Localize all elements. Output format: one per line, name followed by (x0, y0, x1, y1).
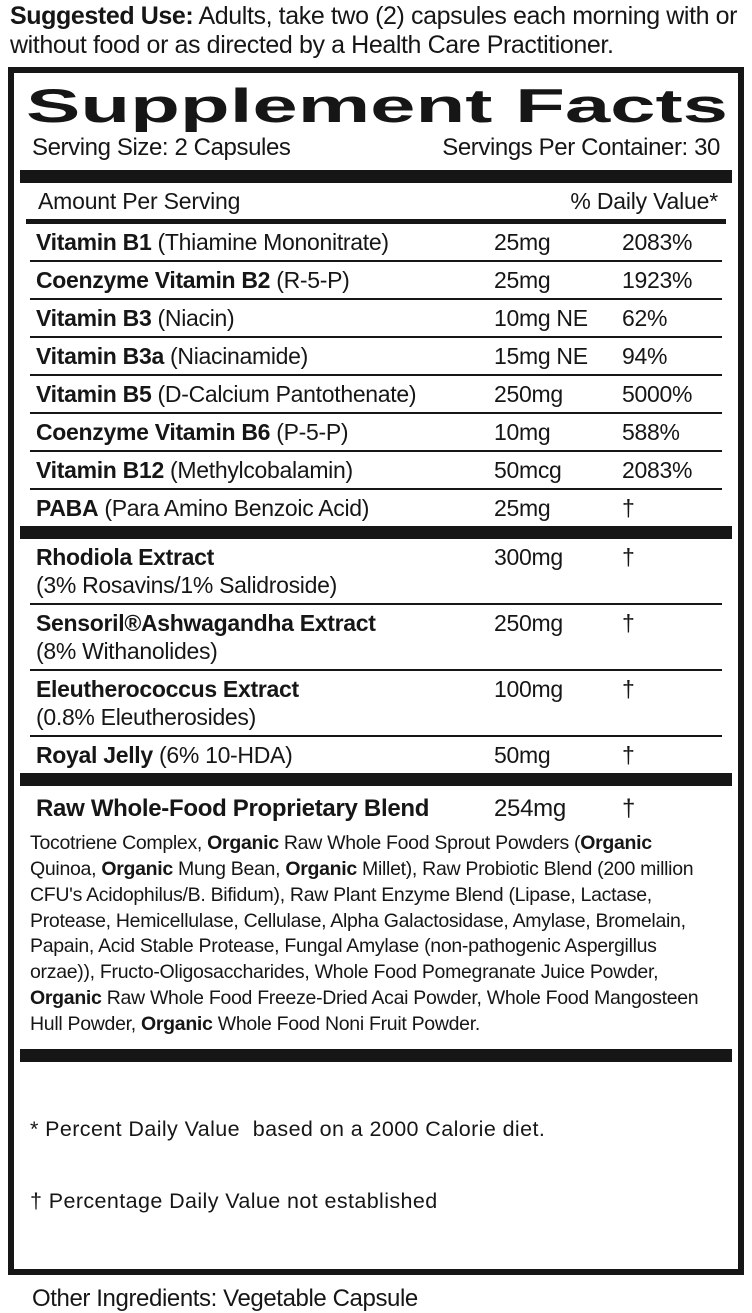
nutrient-name: Sensoril®Ashwagandha Extract (36, 609, 376, 636)
nutrient-daily-value: † (622, 742, 635, 769)
suggested-use (10, 2, 740, 61)
nutrient-amount: 250mg (494, 380, 563, 407)
blend-text-segment: Millet), Raw Probiotic Blend (200 million CFU's Acidophilus/B. Bifidum), Raw Plant Enzyme Blend (Lipase, Lactase, Protease, Hemicellulase, Cellulase, Alpha Galactosidase, Amylase, Bromelain, Papain, Acid Stable Protease, Fungal Amylase (non-pathogenic Aspergillus orzae)), Fructo-Oligosaccharides, Whole Food Pomegranate Juice Powder, (30, 858, 694, 984)
daily-value-header: % Daily Value* (570, 187, 718, 214)
nutrient-row (30, 262, 722, 300)
columns-header (26, 183, 726, 224)
nutrient-name-cell (36, 543, 494, 599)
divider-bar (20, 170, 732, 183)
panel-title-svg (26, 79, 734, 131)
blend-text-segment: Mung Bean, (172, 858, 286, 881)
amount-per-serving-header: Amount Per Serving (38, 187, 241, 214)
blend-text-segment: Whole Food Noni Fruit Powder. (212, 1012, 480, 1035)
nutrient-name-cell (36, 794, 494, 823)
suggested-use-label: Suggested Use: (10, 2, 194, 30)
nutrient-daily-value: 94% (622, 342, 668, 369)
blend-text-segment: Raw Whole Food Freeze-Dried Acai Powder, Whole Food Mangosteen Hull Powder, (30, 986, 699, 1035)
nutrient-name: PABA (36, 494, 99, 521)
nutrient-amount: 25mg (494, 266, 551, 293)
supplement-label (0, 2, 752, 1312)
nutrient-daily-value: † (622, 543, 635, 570)
divider-bar (20, 526, 732, 539)
blend-text-segment: Tocotriene Complex, (30, 832, 208, 855)
nutrient-name: Eleutherococcus Extract (36, 676, 299, 703)
nutrient-row (30, 539, 722, 605)
panel-title-text: Supplement Facts (26, 78, 728, 132)
nutrient-amount: 254mg (494, 795, 566, 823)
nutrient-amount: 300mg (494, 543, 563, 570)
nutrient-daily-value: 588% (622, 418, 680, 445)
nutrient-detail: (6% 10-HDA) (152, 742, 293, 769)
nutrient-row (30, 300, 722, 338)
serving-size: Serving Size: 2 Capsules (32, 133, 291, 161)
nutrient-rows (24, 224, 728, 826)
nutrient-name: Vitamin B1 (36, 228, 152, 255)
blend-organic-term: Organic (101, 858, 173, 881)
nutrient-subline: (8% Withanolides) (36, 638, 218, 665)
blend-organic-term: Organic (285, 858, 357, 881)
nutrient-row (30, 490, 722, 526)
nutrient-detail: (Niacin) (151, 304, 235, 331)
nutrient-amount: 10mg NE (494, 304, 588, 331)
blend-organic-term: Organic (141, 1012, 213, 1035)
nutrient-name-cell (36, 266, 494, 294)
servings-per-container: Servings Per Container: 30 (442, 133, 720, 161)
nutrient-name-cell (36, 380, 494, 408)
nutrient-detail: (D-Calcium Pantothenate) (151, 380, 417, 407)
nutrient-row (30, 376, 722, 414)
supplement-facts-panel (8, 67, 744, 1275)
nutrient-row (30, 786, 722, 825)
nutrient-row (30, 671, 722, 737)
blend-organic-term: Organic (580, 832, 652, 855)
nutrient-detail: (R-5-P) (270, 266, 350, 293)
nutrient-amount: 50mg (494, 742, 551, 769)
panel-inner (14, 73, 738, 1269)
nutrient-name-cell (36, 675, 494, 731)
nutrient-daily-value: 2083% (622, 456, 693, 483)
panel-title (24, 73, 728, 131)
nutrient-name: Coenzyme Vitamin B2 (36, 266, 271, 293)
nutrient-row (30, 338, 722, 376)
nutrient-amount: 15mg NE (494, 342, 588, 369)
nutrient-detail: (Niacinamide) (163, 342, 309, 369)
footnote-dagger: † Percentage Daily Value not established (30, 1188, 438, 1213)
nutrient-name: Vitamin B12 (36, 456, 164, 483)
nutrient-subline: (0.8% Eleutherosides) (36, 704, 256, 731)
nutrient-subline: (3% Rosavins/1% Salidroside) (36, 571, 337, 598)
nutrient-daily-value: 62% (622, 304, 668, 331)
nutrient-name-cell (36, 228, 494, 256)
blend-text-segment: Raw Whole Food Sprout Powders ( (278, 832, 581, 855)
blend-text-segment: Quinoa, (30, 858, 102, 881)
nutrient-daily-value: † (622, 676, 635, 703)
nutrient-amount: 250mg (494, 609, 563, 636)
nutrient-name: Vitamin B3a (36, 342, 164, 369)
nutrient-detail: (Methylcobalamin) (163, 456, 353, 483)
nutrient-name: Raw Whole-Food Proprietary Blend (36, 795, 430, 823)
suggested-use-text: Adults, take two (2) capsules each morning with or without food or as directed by a Health Care Practitioner. (10, 2, 738, 60)
divider-bar (20, 1049, 732, 1062)
nutrient-name-cell (36, 304, 494, 332)
nutrient-daily-value: 5000% (622, 380, 693, 407)
nutrient-row (30, 737, 722, 773)
nutrient-daily-value: 1923% (622, 266, 693, 293)
blend-organic-term: Organic (30, 986, 102, 1009)
other-ingredients: Other Ingredients: Vegetable Capsule (32, 1284, 418, 1312)
nutrient-name: Rhodiola Extract (36, 543, 214, 570)
nutrient-detail: (P-5-P) (270, 418, 349, 445)
nutrient-name-cell (36, 494, 494, 522)
nutrient-name-cell (36, 342, 494, 370)
footnotes (24, 1062, 728, 1269)
nutrient-row (30, 414, 722, 452)
nutrient-name: Vitamin B3 (36, 304, 152, 331)
serving-row (24, 131, 728, 170)
nutrient-name: Vitamin B5 (36, 380, 152, 407)
nutrient-name: Royal Jelly (36, 742, 153, 769)
nutrient-name-cell (36, 418, 494, 446)
nutrient-row (30, 224, 722, 262)
nutrient-name-cell (36, 456, 494, 484)
nutrient-row (30, 605, 722, 671)
nutrient-row (30, 452, 722, 490)
nutrient-detail: (Thiamine Mononitrate) (151, 228, 389, 255)
nutrient-daily-value: † (622, 795, 636, 823)
nutrient-name: Coenzyme Vitamin B6 (36, 418, 271, 445)
blend-organic-term: Organic (207, 832, 279, 855)
nutrient-amount: 100mg (494, 676, 563, 703)
nutrient-amount: 25mg (494, 494, 551, 521)
nutrient-name-cell (36, 741, 494, 769)
nutrient-amount: 25mg (494, 228, 551, 255)
nutrient-detail: (Para Amino Benzoic Acid) (98, 494, 370, 521)
nutrient-name-cell (36, 609, 494, 665)
nutrient-daily-value: 2083% (622, 228, 693, 255)
divider-bar (20, 773, 732, 786)
nutrient-daily-value: † (622, 609, 635, 636)
nutrient-daily-value: † (622, 494, 635, 521)
footnote-daily-value: * Percent Daily Value based on a 2000 Calorie diet. (30, 1116, 546, 1141)
blend-description (30, 831, 722, 1037)
nutrient-amount: 10mg (494, 418, 551, 445)
nutrient-amount: 50mcg (494, 456, 562, 483)
